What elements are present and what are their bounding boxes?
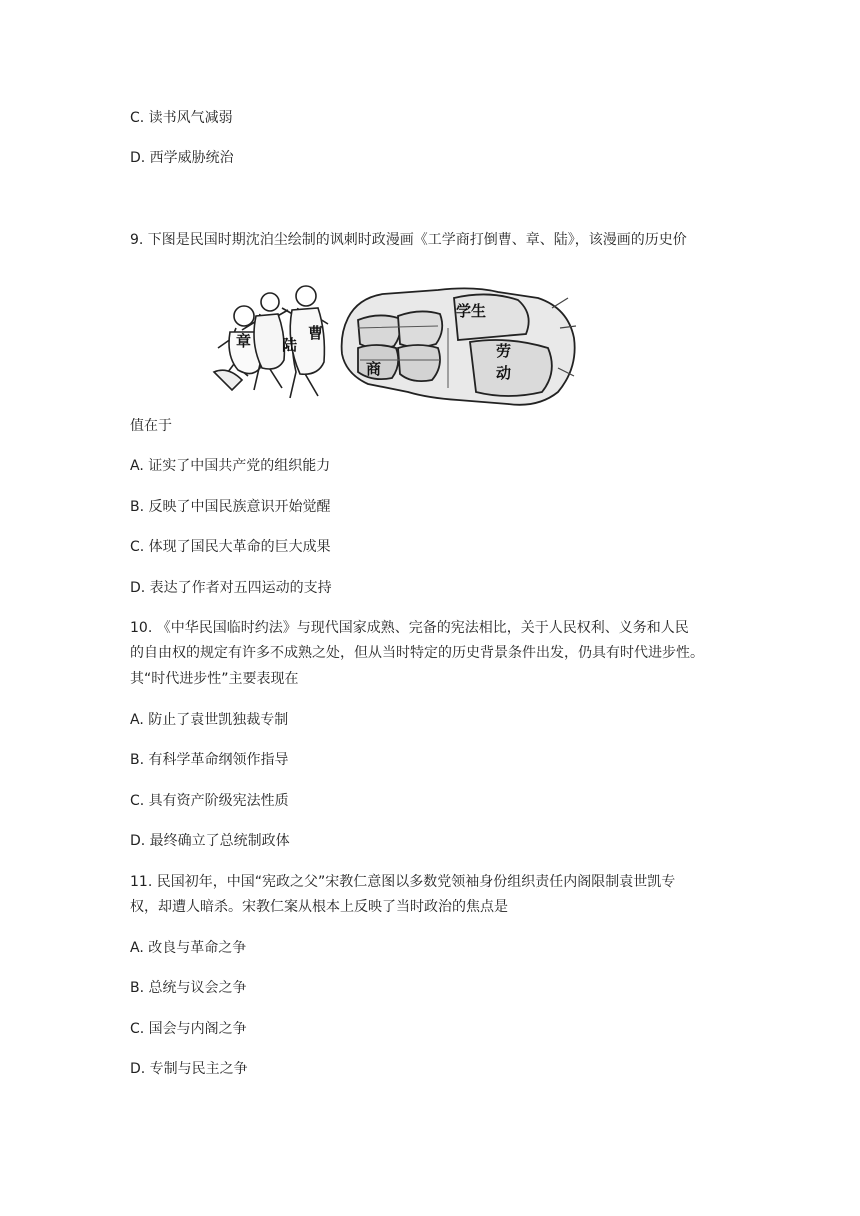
cartoon-label-lu: 陆 bbox=[282, 336, 298, 354]
q9-stem-line2: 值在于 bbox=[130, 418, 172, 434]
q10-stem-line2: 的自由权的规定有许多不成熟之处，但从当时特定的历史背景条件出发，仍具有时代进步性。 bbox=[130, 645, 704, 661]
q11-option-d: D. 专制与民主之争 bbox=[130, 1061, 248, 1077]
q9-option-a: A. 证实了中国共产党的组织能力 bbox=[130, 458, 331, 474]
q8-option-d: D. 西学威胁统治 bbox=[130, 150, 234, 166]
q8-option-c: C. 读书风气减弱 bbox=[130, 110, 233, 126]
q9-option-c: C. 体现了国民大革命的巨大成果 bbox=[130, 539, 331, 555]
cartoon-label-zhang: 章 bbox=[236, 332, 252, 350]
q11-stem-line2: 权，却遭人暗杀。宋教仁案从根本上反映了当时政治的焦点是 bbox=[130, 899, 508, 915]
cartoon-label-lao: 劳 bbox=[496, 342, 512, 360]
q9-stem-line1: 9. 下图是民国时期沈泊尘绘制的讽刺时政漫画《工学商打倒曹、章、陆》，该漫画的历史价 bbox=[130, 232, 687, 248]
fleeing-figures bbox=[214, 286, 328, 398]
cartoon-label-xuesheng: 学生 bbox=[456, 302, 487, 320]
q11-stem-line1: 11. 民国初年，中国“宪政之父”宋教仁意图以多数党领袖身份组织责任内阁限制袁世凯专 bbox=[130, 874, 676, 890]
cartoon-image bbox=[208, 268, 580, 413]
q11-option-a: A. 改良与革命之争 bbox=[130, 940, 247, 956]
q11-option-b: B. 总统与议会之争 bbox=[130, 980, 247, 996]
q10-option-c: C. 具有资产阶级宪法性质 bbox=[130, 793, 289, 809]
q9-option-d: D. 表达了作者对五四运动的支持 bbox=[130, 580, 332, 596]
q10-stem-line1: 10. 《中华民国临时约法》与现代国家成熟、完备的宪法相比，关于人民权利、义务和人民 bbox=[130, 620, 689, 636]
q10-option-d: D. 最终确立了总统制政体 bbox=[130, 833, 290, 849]
q10-option-b: B. 有科学革命纲领作指导 bbox=[130, 752, 289, 768]
q9-option-b: B. 反映了中国民族意识开始觉醒 bbox=[130, 499, 331, 515]
q10-stem-line3: 其“时代进步性”主要表现在 bbox=[130, 671, 299, 687]
q10-option-a: A. 防止了袁世凯独裁专制 bbox=[130, 712, 289, 728]
cartoon-label-cao: 曹 bbox=[308, 324, 324, 342]
cartoon-label-dong: 动 bbox=[496, 364, 512, 382]
q11-option-c: C. 国会与内阁之争 bbox=[130, 1021, 247, 1037]
cartoon-label-shang: 商 bbox=[366, 360, 382, 378]
